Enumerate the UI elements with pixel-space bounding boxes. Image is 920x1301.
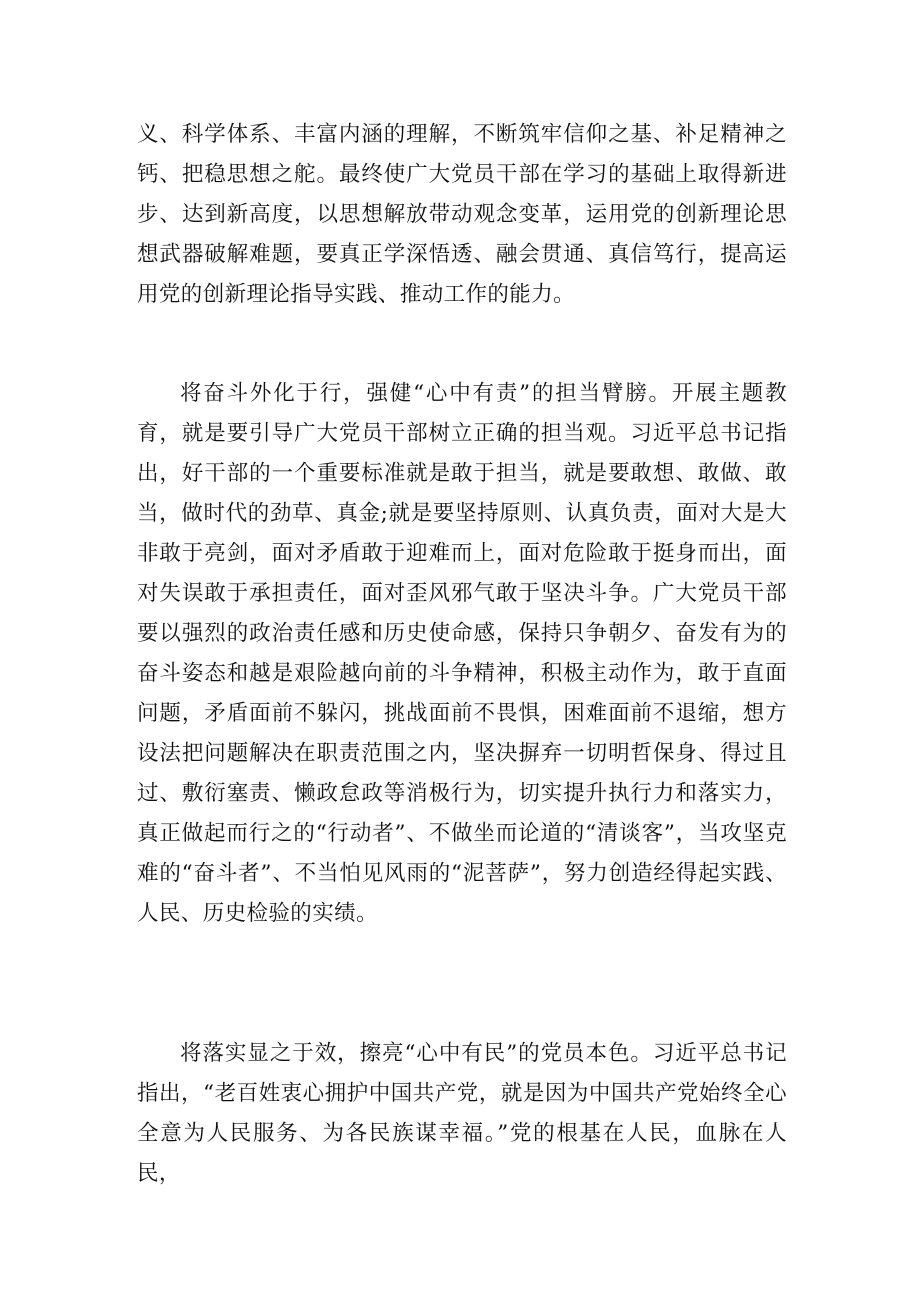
paragraph-1: 义、科学体系、丰富内涵的理解，不断筑牢信仰之基、补足精神之钙、把稳思想之舵。最终使广大党员干部在学习的基础上取得新进步、达到新高度，以思想解放带动观念变革，运用党的创新理论思想武器破解难题，要真正学深悟透、融会贯通、真信笃行，提高运用党的创新理论指导实践、推动工作的能力。 xyxy=(137,122,787,307)
paragraph-2: 将奋斗外化于行，强健“心中有责”的担当臂膀。开展主题教育，就是要引导广大党员干部树立正确的担当观。习近平总书记指出，好干部的一个重要标准就是敢于担当，就是要敢想、敢做、敢当，做时代的劲草、真金;就是要坚持原则、认真负责，面对大是大非敢于亮剑，面对矛盾敢于迎难而上，面对危险敢于挺身而出，面对失误敢于承担责任，面对歪风邪气敢于坚决斗争。广大党员干部要以强烈的政治责任感和历史使命感，保持只争朝夕、奋发有为的奋斗姿态和越是艰险越向前的斗争精神，积极主动作为，敢于直面问题，矛盾面前不躲闪，挑战面前不畏惧，困难面前不退缩，想方设法把问题解决在职责范围之内，坚决摒弃一切明哲保身、得过且过、敷衍塞责、懒政怠政等消极行为，切实提升执行力和落实力，真正做起而行之的“行动者”、不做坐而论道的“清谈客”，当攻坚克难的“奋斗者”、不当怕见风雨的“泥菩萨”，努力创造经得起实践、人民、历史检验的实绩。 xyxy=(137,381,787,926)
paragraph-3: 将落实显之于效，擦亮“心中有民”的党员本色。习近平总书记指出，“老百姓衷心拥护中国共产党，就是因为中国共产党始终全心全意为人民服务、为各民族谋幸福。”党的根基在人民，血脉在人民， xyxy=(137,1041,787,1186)
